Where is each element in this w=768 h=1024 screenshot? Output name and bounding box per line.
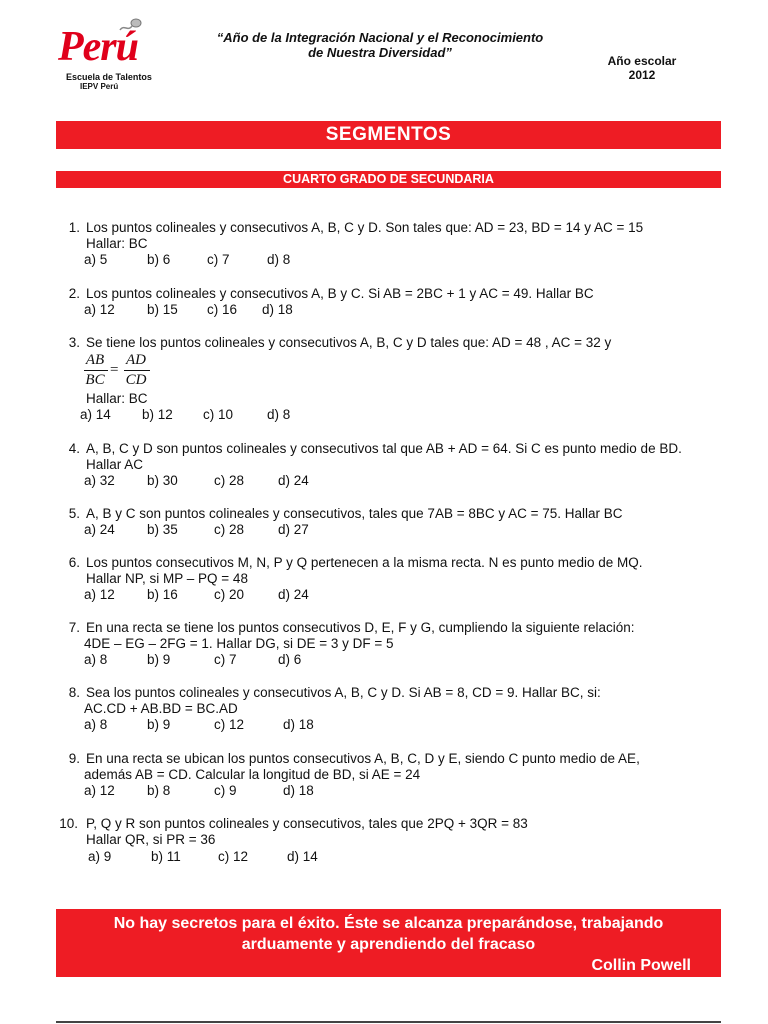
- option-a: a) 14: [80, 407, 111, 422]
- quote-line-2: arduamente y aprendiendo del fracaso: [241, 936, 536, 953]
- quote-line-1: No hay secretos para el éxito. Éste se alcanza preparándose, trabajando: [113, 915, 664, 932]
- problem-text: Hallar: BC: [86, 236, 148, 251]
- motto-line-1: “Año de la Integración Nacional y el Reconocimiento: [216, 30, 544, 45]
- logo-institution: IEPV Perú: [80, 82, 119, 91]
- equals-sign: =: [110, 362, 119, 378]
- option-a: a) 12: [84, 302, 115, 317]
- problem-number: 10.: [59, 816, 78, 831]
- option-d: d) 18: [262, 302, 293, 317]
- problem-number: 1.: [68, 220, 80, 235]
- ratio-equation: [84, 352, 154, 392]
- problem-text: Hallar NP, si MP – PQ = 48: [86, 571, 248, 586]
- option-d: d) 8: [267, 407, 291, 422]
- problem-text: Hallar QR, si PR = 36: [86, 832, 216, 847]
- quote-author: Collin Powell: [591, 957, 691, 974]
- option-b: b) 12: [142, 407, 173, 422]
- option-c: c) 12: [214, 717, 245, 732]
- option-a: a) 5: [84, 252, 108, 267]
- option-b: b) 9: [147, 652, 171, 667]
- option-c: c) 7: [214, 652, 237, 667]
- option-d: d) 14: [287, 849, 318, 864]
- fraction-numerator: AD: [126, 352, 146, 368]
- problem-text: En una recta se tiene los puntos consecutivos D, E, F y G, cumpliendo la siguiente relación:: [86, 620, 635, 635]
- option-d: d) 18: [283, 717, 314, 732]
- problem-text: Sea los puntos colineales y consecutivos A, B, C y D. Si AB = 8, CD = 9. Hallar BC, si:: [86, 685, 601, 700]
- school-year-value: 2012: [628, 68, 656, 82]
- option-c: c) 12: [218, 849, 249, 864]
- motto-line-2: de Nuestra Diversidad”: [308, 45, 452, 60]
- problem-text: AC.CD + AB.BD = BC.AD: [84, 701, 238, 716]
- problem-number: 9.: [68, 751, 80, 766]
- option-b: b) 35: [147, 522, 178, 537]
- option-b: b) 11: [151, 849, 181, 864]
- problem-text: 4DE – EG – 2FG = 1. Hallar DG, si DE = 3 y DF = 5: [84, 636, 394, 651]
- year-motto: [190, 30, 570, 60]
- problem-number: 3.: [68, 335, 80, 350]
- motivational-quote: [56, 909, 721, 977]
- option-d: d) 24: [278, 587, 309, 602]
- problem-text: Hallar AC: [86, 457, 144, 472]
- option-c: c) 28: [214, 522, 245, 537]
- option-b: b) 15: [147, 302, 178, 317]
- problem-number: 2.: [68, 286, 80, 301]
- problem-text: Los puntos consecutivos M, N, P y Q pertenecen a la misma recta. N es punto medio de MQ.: [86, 555, 643, 570]
- option-b: b) 9: [147, 717, 171, 732]
- problem-number: 8.: [68, 685, 80, 700]
- problem-number: 7.: [68, 620, 80, 635]
- fraction-denominator: CD: [125, 372, 147, 388]
- problem-text: además AB = CD. Calcular la longitud de BD, si AE = 24: [84, 767, 421, 782]
- option-c: c) 16: [207, 302, 238, 317]
- school-logo: [56, 16, 156, 96]
- option-b: b) 8: [147, 783, 171, 798]
- option-a: a) 24: [84, 522, 115, 537]
- option-c: c) 28: [214, 473, 245, 488]
- option-a: a) 12: [84, 783, 115, 798]
- problem-text: En una recta se ubican los puntos consecutivos A, B, C, D y E, siendo C punto medio de AE,: [86, 751, 640, 766]
- logo-wordmark: Perú: [58, 24, 138, 70]
- logo-subtitle: Escuela de Talentos: [66, 72, 152, 82]
- problem-number: 4.: [68, 441, 80, 456]
- option-c: c) 20: [214, 587, 245, 602]
- option-b: b) 16: [147, 587, 178, 602]
- problem-text: Los puntos colineales y consecutivos A, B y C. Si AB = 2BC + 1 y AC = 49. Hallar BC: [86, 286, 594, 301]
- problem-text: A, B, C y D son puntos colineales y consecutivos tal que AB + AD = 64. Si C es punto medio de BD.: [86, 441, 682, 456]
- option-a: a) 8: [84, 652, 108, 667]
- page-title: SEGMENTOS: [56, 121, 721, 149]
- page-subtitle: CUARTO GRADO DE SECUNDARIA: [56, 171, 721, 188]
- option-a: a) 32: [84, 473, 115, 488]
- option-c: c) 7: [207, 252, 230, 267]
- fraction-numerator: AB: [85, 352, 105, 368]
- fraction-denominator: BC: [85, 372, 105, 388]
- option-a: a) 12: [84, 587, 115, 602]
- problem-text: Hallar: BC: [86, 391, 148, 406]
- problem-number: 5.: [68, 506, 80, 521]
- option-b: b) 6: [147, 252, 171, 267]
- option-d: d) 8: [267, 252, 291, 267]
- option-b: b) 30: [147, 473, 178, 488]
- option-d: d) 6: [278, 652, 302, 667]
- option-d: d) 27: [278, 522, 309, 537]
- problem-text: Los puntos colineales y consecutivos A, B, C y D. Son tales que: AD = 23, BD = 14 y AC = 15: [86, 220, 644, 235]
- problem-text: A, B y C son puntos colineales y consecutivos, tales que 7AB = 8BC y AC = 75. Hallar BC: [86, 506, 623, 521]
- option-c: c) 9: [214, 783, 237, 798]
- option-a: a) 8: [84, 717, 108, 732]
- option-a: a) 9: [88, 849, 112, 864]
- option-c: c) 10: [203, 407, 234, 422]
- footer-divider: [56, 1021, 721, 1023]
- option-d: d) 24: [278, 473, 309, 488]
- school-year: [598, 54, 686, 82]
- option-d: d) 18: [283, 783, 314, 798]
- problem-text: Se tiene los puntos colineales y consecutivos A, B, C y D tales que: AD = 48 , AC = 32 y: [86, 335, 612, 350]
- problem-text: P, Q y R son puntos colineales y consecutivos, tales que 2PQ + 3QR = 83: [86, 816, 528, 831]
- school-year-label: Año escolar: [607, 54, 677, 68]
- problem-number: 6.: [68, 555, 80, 570]
